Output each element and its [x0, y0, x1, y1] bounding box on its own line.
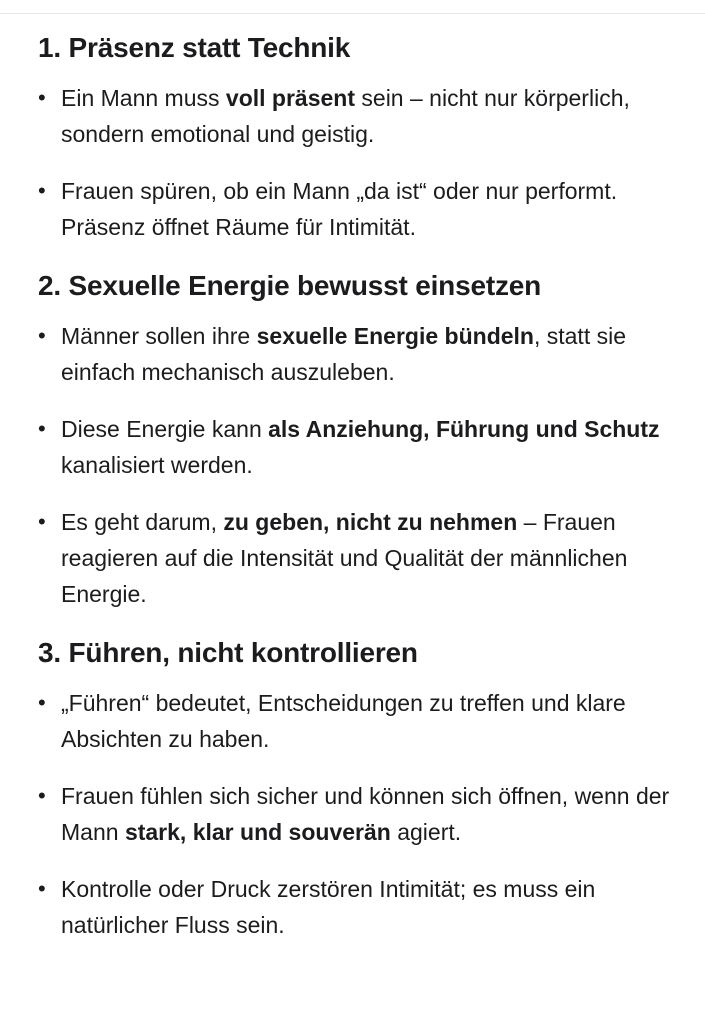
- text-run: Diese Energie kann: [61, 416, 269, 442]
- bold-text-run: als Anziehung, Führung und Schutz: [268, 416, 660, 442]
- text-run: Kontrolle oder Druck zerstören Intimität; es muss ein natürlicher Fluss sein.: [61, 876, 596, 938]
- bullet-list: [38, 685, 678, 943]
- text-run: sein – nicht nur körperlich, sondern emotional und geistig.: [61, 85, 630, 147]
- section-2: [38, 264, 678, 612]
- section-3: [38, 631, 678, 943]
- bullet-icon: •: [38, 178, 46, 203]
- text-run: „Führen“ bedeutet, Entscheidungen zu treffen und klare Absichten zu haben.: [61, 690, 626, 752]
- bullet-icon: •: [38, 323, 46, 348]
- bullet-icon: •: [38, 85, 46, 110]
- text-run: Frauen spüren, ob ein Mann „da ist“ oder nur performt. Präsenz öffnet Räume für Intimität.: [61, 178, 618, 240]
- bold-text-run: stark, klar und souverän: [124, 819, 391, 845]
- list-item: [38, 685, 678, 757]
- bold-text-run: zu geben, nicht zu nehmen: [223, 509, 518, 535]
- text-run: Frauen fühlen sich sicher und können sich öffnen, wenn der Mann: [61, 783, 670, 845]
- bullet-list: [38, 318, 678, 612]
- list-item: [38, 778, 678, 850]
- bullet-icon: •: [38, 783, 46, 808]
- document-content: [38, 26, 678, 943]
- list-item: [38, 318, 678, 390]
- text-run: agiert.: [390, 819, 462, 845]
- bullet-list: [38, 80, 678, 245]
- bullet-icon: •: [38, 876, 46, 901]
- section-1: [38, 26, 678, 245]
- text-run: kanalisiert werden.: [61, 452, 253, 478]
- bold-text-run: voll präsent: [225, 85, 356, 111]
- bold-text-run: sexuelle Energie bündeln: [256, 323, 534, 349]
- list-item: [38, 411, 678, 483]
- list-item: [38, 173, 678, 245]
- section-heading: 3. Führen, nicht kontrollieren: [38, 637, 418, 668]
- bullet-icon: •: [38, 416, 46, 441]
- text-run: Männer sollen ihre: [61, 323, 257, 349]
- list-item: [38, 504, 678, 612]
- text-run: Ein Mann muss: [61, 85, 226, 111]
- section-heading: 1. Präsenz statt Technik: [38, 32, 351, 63]
- text-run: Es geht darum,: [61, 509, 224, 535]
- section-heading: 2. Sexuelle Energie bewusst einsetzen: [38, 270, 542, 301]
- bullet-icon: •: [38, 690, 46, 715]
- text-run: – Frauen reagieren auf die Intensität und Qualität der männlichen Energie.: [61, 509, 628, 607]
- bullet-icon: •: [38, 509, 46, 534]
- text-run: , statt sie einfach mechanisch auszuleben.: [61, 323, 627, 385]
- list-item: [38, 80, 678, 152]
- list-item: [38, 871, 678, 943]
- top-divider: [0, 13, 705, 14]
